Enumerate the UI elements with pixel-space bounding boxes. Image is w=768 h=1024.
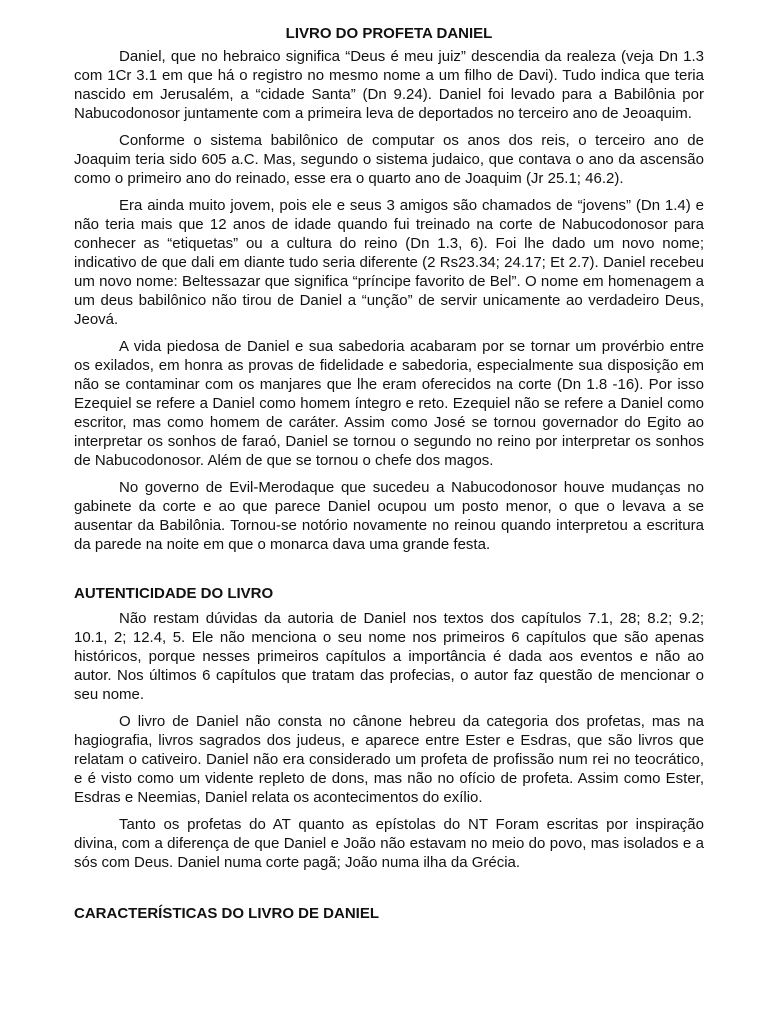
intro-paragraph: Era ainda muito jovem, pois ele e seus 3 amigos são chamados de “jovens” (Dn 1.4) e não teria mais que 12 anos de idade quando fui treinado na corte de Nabucodonosor para conhecer as “etiquetas” ou a cultura do reino (Dn 1.3, 6). Foi lhe dado um novo nome; indicativo de que dali em diante tudo seria diferente (2 Rs23.34; 24.17; Et 2.7). Daniel recebeu um novo nome: Beltessazar que significa “príncipe favorito de Bel”. O nome em homenagem a um deus babilônico não tirou de Daniel a “unção” de servir unicamente ao verdadeiro Deus, Jeová. xyxy=(74,197,704,328)
intro-paragraph: A vida piedosa de Daniel e sua sabedoria acabaram por se tornar um provérbio entre os exilados, em honra as provas de fidelidade e sabedoria, especialmente sua disposição em não se contaminar com os manjares que lhe eram oferecidos na corte (Dn 1.8 -16). Por isso Ezequiel se refere a Daniel como homem íntegro e reto. Ezequiel não se refere a Daniel como escritor, mas como homem de caráter. Assim como José se tornou governador do Egito ao interpretar os sonhos de faraó, Daniel se tornou o segundo no reino por interpretar os sonhos de Nabucodonosor. Além de que se tornou o chefe dos magos. xyxy=(74,338,704,469)
authenticity-paragraph: Tanto os profetas do AT quanto as epístolas do NT Foram escritas por inspiração divina, com a diferença de que Daniel e João não estavam no meio do povo, mas isolados e a sós com Deus. Daniel numa corte pagã; João numa ilha da Grécia. xyxy=(74,816,704,871)
document-title: LIVRO DO PROFETA DANIEL xyxy=(285,25,493,42)
authenticity-paragraph: Não restam dúvidas da autoria de Daniel nos textos dos capítulos 7.1, 28; 8.2; 9.2; 10.1, 2; 12.4, 5. Ele não menciona o seu nome nos primeiros 6 capítulos que são apenas históricos, porque nesses primeiros capítulos a importância é dada aos eventos e não ao autor. Nos últimos 6 capítulos que tratam das profecias, o autor faz questão de mencionar o seu nome. xyxy=(74,610,704,703)
intro-paragraph: Daniel, que no hebraico significa “Deus é meu juiz” descendia da realeza (veja Dn 1.3 com 1Cr 3.1 em que há o registro no mesmo nome a um filho de Davi). Tudo indica que teria nascido em Jerusalém, a “cidade Santa” (Dn 9.24). Daniel foi levado para a Babilônia por Nabucodonosor juntamente com a primeira leva de deportados no terceiro ano de Jeoaquim. xyxy=(74,48,704,122)
authenticity-paragraph: O livro de Daniel não consta no cânone hebreu da categoria dos profetas, mas na hagiografia, livros sagrados dos judeus, e aparece entre Ester e Esdras, que são livros que relatam o cativeiro. Daniel não era considerado um profeta de profissão num rei no teocrático, e é visto como um vidente repleto de dons, mas não no ofício de profeta. Assim como Ester, Esdras e Neemias, Daniel relata os acontecimentos do exílio. xyxy=(74,713,704,806)
document-page xyxy=(74,24,704,929)
section-heading-characteristics: CARACTERÍSTICAS DO LIVRO DE DANIEL xyxy=(74,905,380,922)
section-heading-authenticity: AUTENTICIDADE DO LIVRO xyxy=(74,585,274,602)
intro-paragraph: No governo de Evil-Merodaque que sucedeu a Nabucodonosor houve mudanças no gabinete da corte e ao que parece Daniel ocupou um posto menor, o que o levava a se ausentar da Babilônia. Tornou-se notório novamente no reinou quando interpretou a escritura da parede na noite em que o monarca dava uma grande festa. xyxy=(74,479,704,553)
intro-paragraph: Conforme o sistema babilônico de computar os anos dos reis, o terceiro ano de Joaquim teria sido 605 a.C. Mas, segundo o sistema judaico, que contava o ano da ascensão como o primeiro ano do reinado, esse era o quarto ano de Joaquim (Jr 25.1; 46.2). xyxy=(74,132,704,187)
